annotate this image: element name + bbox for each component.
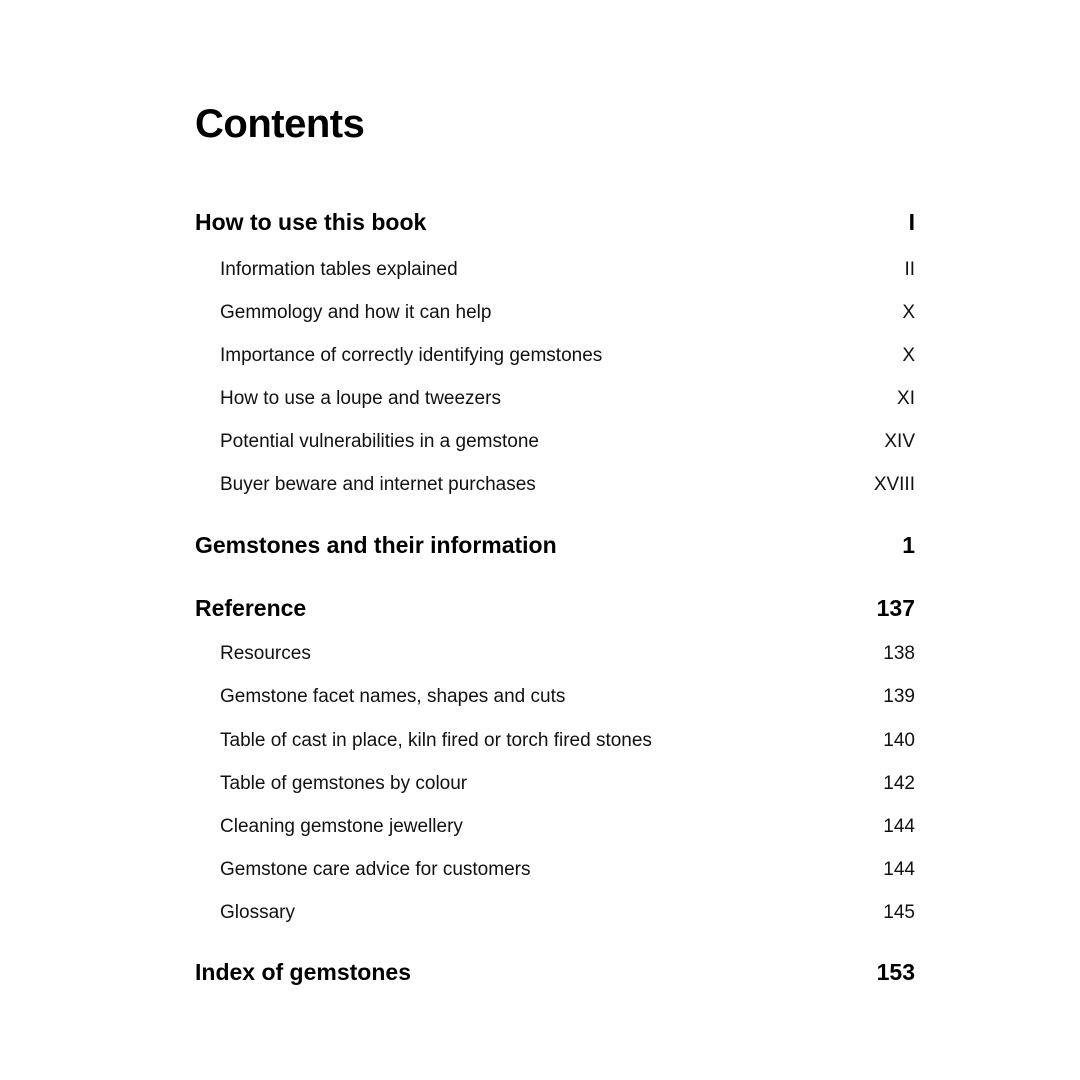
toc-entry[interactable] xyxy=(220,473,915,497)
toc-entry[interactable] xyxy=(220,685,915,709)
toc-section-index[interactable] xyxy=(195,958,915,986)
section-title: How to use this book xyxy=(195,209,427,235)
toc-section-reference[interactable] xyxy=(195,594,915,622)
section-page-number: 137 xyxy=(876,595,915,621)
entry-title: Importance of correctly identifying gemstones xyxy=(220,345,603,366)
entry-page-number: 144 xyxy=(883,859,915,880)
entry-title: Buyer beware and internet purchases xyxy=(220,474,536,495)
entry-page-number: 139 xyxy=(883,686,915,707)
entry-title: Glossary xyxy=(220,902,295,923)
entry-title: Information tables explained xyxy=(220,259,458,280)
entry-page-number: 144 xyxy=(883,816,915,837)
section-title: Reference xyxy=(195,595,307,621)
entry-title: Resources xyxy=(220,643,311,664)
entry-title: Potential vulnerabilities in a gemstone xyxy=(220,431,539,452)
toc-entry[interactable] xyxy=(220,729,915,753)
entry-title: Table of gemstones by colour xyxy=(220,773,468,794)
entry-page-number: 145 xyxy=(883,902,915,923)
section-page-number: 1 xyxy=(902,532,915,558)
toc-entry[interactable] xyxy=(220,642,915,666)
entry-title: Cleaning gemstone jewellery xyxy=(220,816,463,837)
entry-page-number: 142 xyxy=(883,773,915,794)
entry-page-number: 140 xyxy=(883,730,915,751)
entry-title: Table of cast in place, kiln fired or torch fired stones xyxy=(220,730,652,751)
section-title: Gemstones and their information xyxy=(195,532,557,558)
toc-section-how-to-use[interactable] xyxy=(195,208,915,236)
toc-entry[interactable] xyxy=(220,901,915,925)
entry-page-number: XVIII xyxy=(873,474,915,495)
section-title: Index of gemstones xyxy=(195,959,411,985)
entry-title: Gemmology and how it can help xyxy=(220,302,492,323)
toc-entry[interactable] xyxy=(220,815,915,839)
entry-page-number: II xyxy=(904,259,915,280)
toc-entry[interactable] xyxy=(220,430,915,454)
entry-page-number: X xyxy=(902,345,915,366)
toc-section-gemstones[interactable] xyxy=(195,531,915,559)
toc-entry[interactable] xyxy=(220,858,915,882)
section-page-number: 153 xyxy=(876,959,915,985)
entry-title: Gemstone care advice for customers xyxy=(220,859,531,880)
entry-title: How to use a loupe and tweezers xyxy=(220,388,501,409)
entry-title: Gemstone facet names, shapes and cuts xyxy=(220,686,566,707)
entry-page-number: 138 xyxy=(883,643,915,664)
section-page-number: I xyxy=(908,209,915,235)
toc-entry[interactable] xyxy=(220,387,915,411)
entry-page-number: XIV xyxy=(884,431,915,452)
toc-entry[interactable] xyxy=(220,344,915,368)
toc-entry[interactable] xyxy=(220,772,915,796)
entry-page-number: X xyxy=(902,302,915,323)
toc-entry[interactable] xyxy=(220,301,915,325)
entry-page-number: XI xyxy=(897,388,915,409)
toc-entry[interactable] xyxy=(220,258,915,282)
page-title: Contents xyxy=(195,102,365,146)
